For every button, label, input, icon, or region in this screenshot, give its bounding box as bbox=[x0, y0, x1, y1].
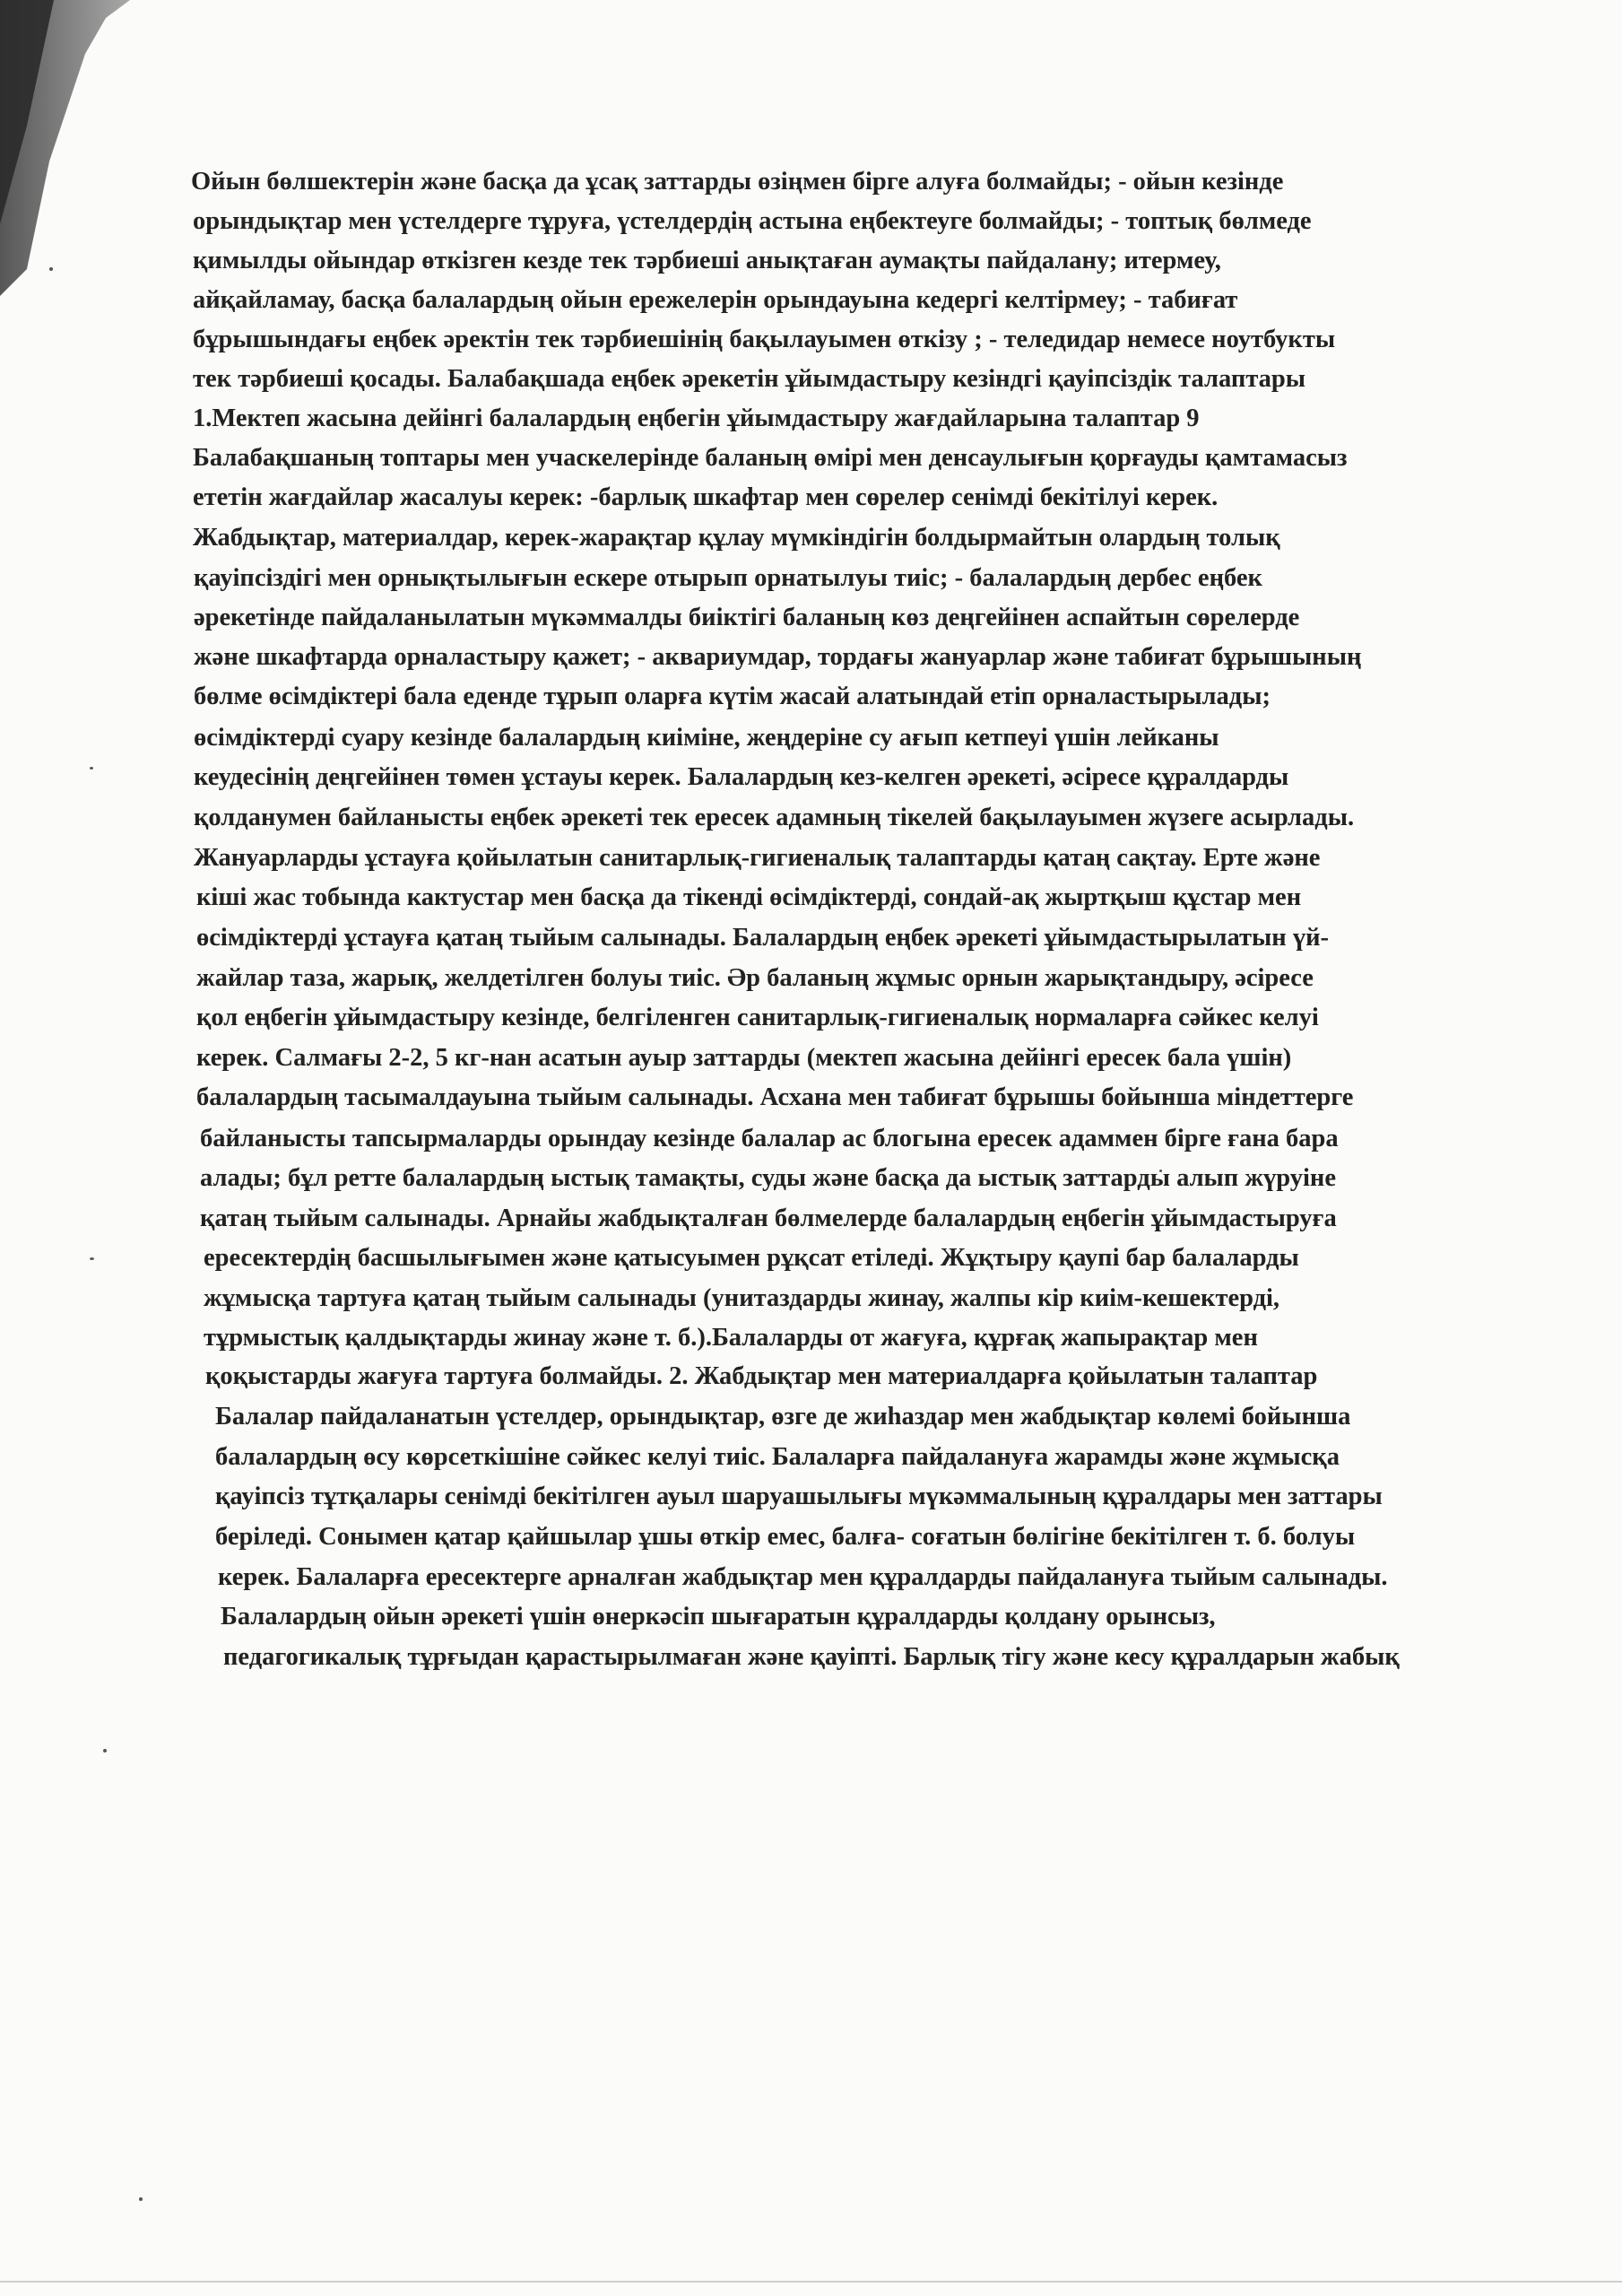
text-line: байланысты тапсырмаларды орындау кезінде балалар ас блогына ересек адаммен бірге ғана бара bbox=[200, 1125, 1339, 1152]
text-line: тек тәрбиеші қосады. Балабақшада еңбек әрекетін ұйымдастыру кезіндгі қауіпсіздік талаптары bbox=[193, 365, 1306, 393]
text-line: әрекетінде пайдаланылатын мүкәммалды биіктігі баланың көз деңгейінен аспайтын сөрелерде bbox=[194, 604, 1300, 631]
text-line: керек. Балаларға ересектерге арналған жабдықтар мен құралдарды пайдалануға тыйым салынады. bbox=[218, 1563, 1388, 1591]
text-line: тұрмыстық қалдықтарды жинау және т. б.).Балаларды от жағуға, құрғақ жапырақтар мен bbox=[204, 1324, 1258, 1352]
scan-speck bbox=[90, 767, 93, 770]
text-line: қоқыстарды жағуға тартуға болмайды. 2. Жабдықтар мен материалдарға қойылатын талаптар bbox=[205, 1362, 1318, 1390]
text-line: қатаң тыйым салынады. Арнайы жабдықталған бөлмелерде балалардың еңбегін ұйымдастыруға bbox=[200, 1205, 1337, 1232]
text-line: педагогикалық тұрғыдан қарастырылмаған және қауіпті. Барлық тігу және кесу құралдарын жабық bbox=[223, 1643, 1400, 1671]
text-line: Жабдықтар, материалдар, керек-жарақтар құлау мүмкіндігін болдырмайтын олардың толық bbox=[193, 524, 1280, 552]
text-line: Балалар пайдаланатын үстелдер, орындықтар, өзге де жиһаздар мен жабдықтар көлемі бойынша bbox=[215, 1403, 1351, 1431]
text-line: балалардың өсу көрсеткішіне сәйкес келуі тиіс. Балаларға пайдалануға жарамды және жұмысқа bbox=[215, 1443, 1340, 1471]
text-line: Ойын бөлшектерін және басқа да ұсақ заттарды өзіңмен бірге алуға болмайды; - ойын кезінде bbox=[191, 168, 1284, 196]
text-line: Балабақшаның топтары мен учаскелерінде баланың өмірі мен денсаулығын қорғауды қамтамасыз bbox=[193, 444, 1348, 472]
text-line: орындықтар мен үстелдерге тұруға, үстелдердің астына еңбектеуге болмайды; - топтық бөлмеде bbox=[193, 207, 1312, 235]
text-line: 1.Мектеп жасына дейінгі балалардың еңбегін ұйымдастыру жағдайларына талаптар 9 bbox=[193, 404, 1200, 432]
scan-speck bbox=[139, 2197, 143, 2201]
text-line: қолданумен байланысты еңбек әрекеті тек ересек адамның тікелей бақылауымен жүзеге асырлады. bbox=[194, 804, 1355, 831]
text-line: бөлме өсімдіктері бала еденде тұрып оларға күтім жасай алатындай етіп орналастырылады; bbox=[194, 683, 1271, 710]
text-line: ететін жағдайлар жасалуы керек: -барлық шкафтар мен сөрелер сенімді бекітілуі керек. bbox=[193, 483, 1219, 511]
scan-speck bbox=[103, 1749, 107, 1752]
text-line: кіші жас тобында кактустар мен басқа да тікенді өсімдіктерді, сондай-ақ жыртқыш құстар мен bbox=[196, 883, 1302, 911]
text-line: және шкафтарда орналастыру қажет; - аквариумдар, тордағы жануарлар және табиғат бұрышының bbox=[194, 643, 1362, 671]
text-line: ересектердің басшылығымен және қатысуымен рұқсат етіледі. Жұқтыру қаупі бар балаларды bbox=[204, 1244, 1299, 1272]
text-line: Балалардың ойын әрекеті үшін өнеркәсіп шығаратын құралдарды қолдану орынсыз, bbox=[221, 1603, 1216, 1631]
scan-speck bbox=[90, 1257, 94, 1260]
text-line: бұрышындағы еңбек әректін тек тәрбиешінің бақылауымен өткізу ; - теледидар немесе ноутбукты bbox=[193, 326, 1336, 353]
text-line: жайлар таза, жарық, желдетілген болуы тиіс. Әр баланың жұмыс орнын жарықтандыру, әсіресе bbox=[196, 964, 1314, 992]
text-line: қол еңбегін ұйымдастыру кезінде, белгіленген санитарлық-гигиеналық нормаларға сәйкес келуі bbox=[196, 1004, 1319, 1031]
text-line: кеудесінің деңгейінен төмен ұстауы керек. Балалардың кез-келген әрекеті, әсіресе құралдарды bbox=[194, 763, 1289, 791]
text-line: керек. Салмағы 2-2, 5 кг-нан асатын ауыр заттарды (мектеп жасына дейінгі ересек бала үшін) bbox=[196, 1044, 1292, 1072]
text-line: өсімдіктерді суару кезінде балалардың киіміне, жеңдеріне су ағып кетпеуі үшін лейканы bbox=[194, 724, 1219, 752]
text-line: балалардың тасымалдауына тыйым салынады. Асхана мен табиғат бұрышы бойынша міндеттерге bbox=[196, 1083, 1354, 1111]
text-line: беріледі. Сонымен қатар қайшылар ұшы өткір емес, балға- соғатын бөлігіне бекітілген т. б. болуы bbox=[215, 1523, 1356, 1551]
scan-speck bbox=[49, 267, 53, 271]
text-line: айқайламау, басқа балалардың ойын ережелерін орындауына кедергі келтірмеу; - табиғат bbox=[193, 286, 1238, 314]
scan-bottom-edge bbox=[0, 2281, 1622, 2283]
text-line: алады; бұл ретте балалардың ыстық тамақты, суды және басқа да ыстық заттарды алып жүруіне bbox=[200, 1164, 1336, 1192]
text-line: қимылды ойындар өткізген кезде тек тәрбиеші анықтаған аумақты пайдалану; итермеу, bbox=[193, 247, 1221, 274]
text-line: қауіпсіз тұтқалары сенімді бекітілген ауыл шаруашылығы мүкәммалының құралдары мен заттары bbox=[215, 1483, 1383, 1510]
text-line: қауіпсіздігі мен орнықтылығын ескере отырып орнатылуы тиіс; - балалардың дербес еңбек bbox=[194, 564, 1262, 592]
text-line: Жануарларды ұстауға қойылатын санитарлық-гигиеналық талаптарды қатаң сақтау. Ерте және bbox=[194, 844, 1321, 872]
text-line: жұмысқа тартуға қатаң тыйым салынады (унитаздарды жинау, жалпы кір киім-кешектерді, bbox=[204, 1284, 1280, 1312]
text-line: өсімдіктерді ұстауға қатаң тыйым салынады. Балалардың еңбек әрекеті ұйымдастырылатын үй- bbox=[196, 924, 1329, 952]
